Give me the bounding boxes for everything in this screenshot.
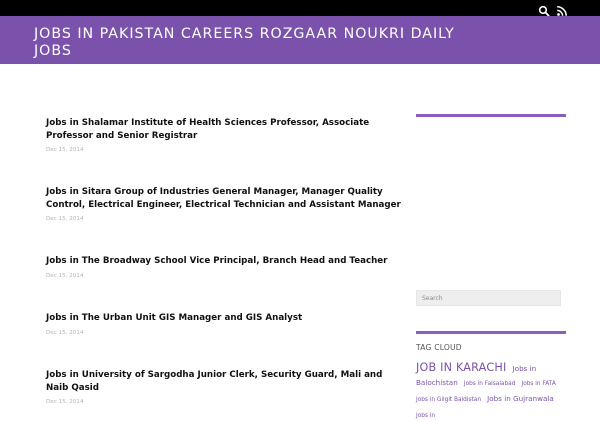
post-title[interactable]: Jobs in The Urban Unit GIS Manager and GIS Analyst: [46, 313, 303, 323]
post-title[interactable]: Jobs in The Broadway School Vice Principal, Branch Head and Teacher: [46, 256, 388, 266]
sidebar-divider: [416, 114, 566, 117]
tag-link[interactable]: Jobs in Gilgit Baldistan: [416, 397, 481, 403]
tag-link[interactable]: Jobs in Faisalabad: [463, 381, 516, 387]
top-bar: [0, 0, 600, 16]
site-header: [0, 16, 600, 64]
post-date: Dec 15, 2014: [46, 272, 84, 279]
tag-link[interactable]: Jobs in: [416, 413, 436, 419]
post-title[interactable]: Jobs in University of Sargodha Junior Clerk, Security Guard, Mali and Naib Qasid: [46, 370, 383, 393]
post-item: [46, 117, 406, 154]
tag-link[interactable]: JOB IN KARACHI: [416, 361, 507, 374]
post-item: [46, 312, 406, 337]
search-input[interactable]: Search: [416, 290, 561, 306]
post-title[interactable]: Jobs in Sitara Group of Industries General Manager, Manager Quality Control, Electrical Engineer, Electrical Technician and Assistant Manager: [46, 187, 401, 210]
post-item: [46, 255, 406, 280]
tag-cloud: [416, 360, 566, 422]
post-date: Dec 15, 2014: [46, 399, 84, 405]
post-date: Dec 15, 2014: [46, 329, 84, 336]
post-date: Dec 15, 2014: [46, 216, 84, 222]
post-date: Dec 15, 2014: [46, 147, 84, 153]
tag-link[interactable]: Jobs in FATA: [521, 381, 556, 387]
tag-link[interactable]: Jobs in Balochistan: [416, 364, 537, 387]
tag-link[interactable]: Jobs in Gujranwala: [487, 394, 554, 403]
post-item: [46, 369, 406, 406]
sidebar-divider: [416, 331, 566, 334]
post-item: [46, 186, 406, 223]
rss-icon[interactable]: [556, 2, 568, 14]
tag-cloud-title: TAG CLOUD: [416, 343, 462, 352]
site-title[interactable]: JOBS IN PAKISTAN CAREERS ROZGAAR NOUKRI DAILY JOBS: [34, 26, 455, 59]
search-icon[interactable]: [538, 2, 550, 14]
post-title[interactable]: Jobs in Shalamar Institute of Health Sciences Professor, Associate Professor and Senior Registrar: [46, 118, 370, 141]
